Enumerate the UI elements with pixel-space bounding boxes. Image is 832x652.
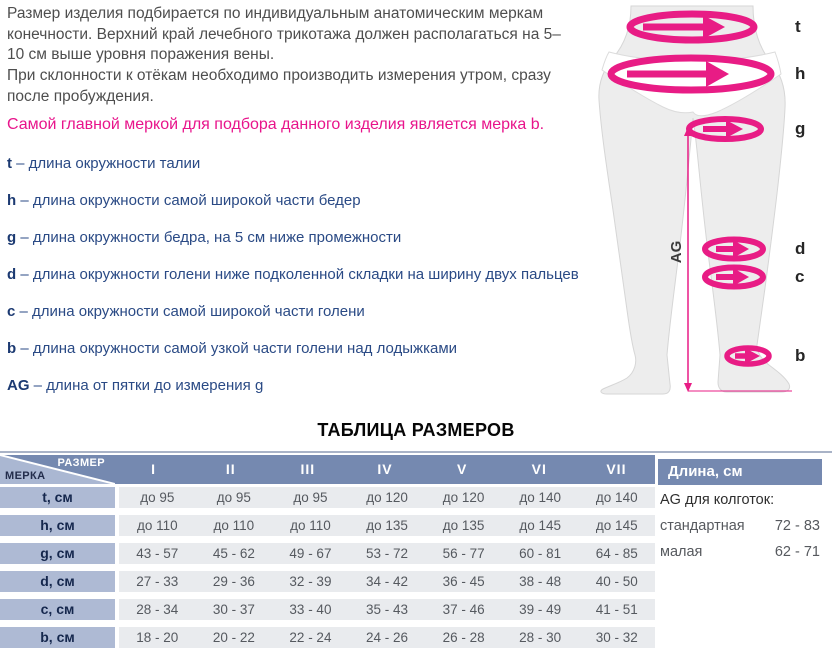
figure-label-h: h bbox=[795, 64, 806, 83]
table-cell: 40 - 50 bbox=[595, 574, 638, 589]
column-header: VI bbox=[531, 461, 547, 477]
table-cell: 18 - 20 bbox=[136, 630, 179, 645]
table-cell: 35 - 43 bbox=[366, 602, 409, 617]
table-cell: 56 - 77 bbox=[442, 546, 485, 561]
table-cell: 64 - 85 bbox=[595, 546, 638, 561]
row-values bbox=[119, 571, 655, 592]
length-row-label: малая bbox=[660, 544, 703, 560]
measurement-key: t bbox=[7, 155, 12, 172]
length-row-value: 62 - 71 bbox=[774, 544, 820, 560]
size-table-title: ТАБЛИЦА РАЗМЕРОВ bbox=[317, 420, 515, 440]
table-cell: до 120 bbox=[366, 490, 408, 505]
table-cell: до 95 bbox=[293, 490, 328, 505]
column-header: III bbox=[300, 461, 316, 477]
intro-paragraph-2: При склонности к отёкам необходимо производить измерения утром, сразу после пробуждения. bbox=[7, 67, 551, 105]
table-cell: 43 - 57 bbox=[136, 546, 179, 561]
table-row-d bbox=[0, 571, 655, 592]
measurement-key: d bbox=[7, 266, 17, 283]
table-cell: до 120 bbox=[442, 490, 485, 505]
measurement-key: b bbox=[7, 340, 17, 357]
table-row-g bbox=[0, 543, 655, 564]
column-header: IV bbox=[377, 461, 393, 477]
length-panel-subtitle: AG для колготок: bbox=[660, 492, 775, 508]
measurement-item-t bbox=[7, 155, 200, 172]
length-row-small bbox=[658, 544, 822, 560]
column-header: V bbox=[456, 461, 468, 477]
intro-highlight: Самой главной меркой для подбора данного изделия является мерка b. bbox=[7, 116, 545, 133]
row-values bbox=[119, 627, 655, 648]
size-table-corner-cell bbox=[0, 455, 115, 484]
figure-label-t: t bbox=[795, 17, 801, 36]
figure-label-c: c bbox=[795, 267, 805, 286]
measurement-desc: – длина от пятки до измерения g bbox=[33, 377, 264, 394]
legs-measurement-diagram bbox=[585, 0, 832, 408]
table-row-b bbox=[0, 627, 655, 648]
table-cell: 27 - 33 bbox=[136, 574, 179, 589]
measurement-desc: – длина окружности талии bbox=[16, 155, 201, 172]
table-cell: 32 - 39 bbox=[289, 574, 332, 589]
table-row-c bbox=[0, 599, 655, 620]
table-cell: 20 - 22 bbox=[212, 630, 255, 645]
table-cell: до 95 bbox=[216, 490, 251, 505]
table-cell: 30 - 32 bbox=[595, 630, 638, 645]
table-cell: 34 - 42 bbox=[366, 574, 409, 589]
measurement-desc: – длина окружности бедра, на 5 см ниже промежности bbox=[20, 229, 402, 246]
table-cell: до 135 bbox=[442, 518, 485, 533]
length-row-label: стандартная bbox=[660, 518, 745, 534]
column-header: II bbox=[225, 461, 236, 477]
figure-label-d: d bbox=[795, 239, 806, 258]
row-label: h, см bbox=[0, 515, 115, 536]
table-cell: 36 - 45 bbox=[442, 574, 485, 589]
measurement-desc: – длина окружности самой широкой части бедер bbox=[20, 192, 361, 209]
length-row-standard bbox=[658, 518, 822, 534]
measurement-key: c bbox=[7, 303, 16, 320]
row-label: c, см bbox=[0, 599, 115, 620]
row-values bbox=[119, 515, 655, 536]
measurement-item-b bbox=[7, 340, 457, 357]
table-cell: до 145 bbox=[519, 518, 562, 533]
row-label: b, см bbox=[0, 627, 115, 648]
corner-label-size: РАЗМЕР bbox=[57, 457, 105, 469]
table-row-h bbox=[0, 515, 655, 536]
size-table-header bbox=[0, 455, 655, 484]
table-row-t bbox=[0, 487, 655, 508]
measurement-item-d bbox=[7, 266, 579, 283]
figure-label-b: b bbox=[795, 346, 806, 365]
table-cell: 39 - 49 bbox=[519, 602, 562, 617]
measurement-key: h bbox=[7, 192, 17, 209]
row-values bbox=[119, 543, 655, 564]
table-cell: до 110 bbox=[213, 518, 255, 533]
table-cell: до 140 bbox=[595, 490, 638, 505]
length-panel bbox=[658, 459, 822, 560]
measurement-item-c bbox=[7, 303, 365, 320]
table-cell: 53 - 72 bbox=[366, 546, 409, 561]
table-cell: до 110 bbox=[136, 518, 178, 533]
table-cell: 30 - 37 bbox=[212, 602, 255, 617]
table-cell: до 135 bbox=[366, 518, 408, 533]
measurement-desc: – длина окружности самой узкой части голени над лодыжками bbox=[20, 340, 458, 357]
column-header: I bbox=[151, 461, 157, 477]
size-column-headers bbox=[115, 455, 655, 484]
table-cell: 49 - 67 bbox=[289, 546, 332, 561]
table-cell: 37 - 46 bbox=[442, 602, 485, 617]
measurement-desc: – длина окружности голени ниже подколенной складки на ширину двух пальцев bbox=[20, 266, 579, 283]
table-cell: до 140 bbox=[519, 490, 562, 505]
table-cell: 33 - 40 bbox=[289, 602, 332, 617]
ag-line-label: AG bbox=[668, 240, 685, 264]
intro-paragraph-1: Размер изделия подбирается по индивидуальным анатомическим меркам конечности. Верхний край лечебного трикотажа должен располагаться на 5–10 см выше уровня поражения вены. bbox=[7, 5, 561, 63]
table-cell: 60 - 81 bbox=[519, 546, 562, 561]
figure-label-g: g bbox=[795, 119, 806, 138]
row-values bbox=[119, 599, 655, 620]
table-cell: 28 - 30 bbox=[519, 630, 562, 645]
corner-label-measure: МЕРКА bbox=[5, 470, 46, 482]
measurement-key: AG bbox=[7, 377, 30, 394]
measurement-item-h bbox=[7, 192, 361, 209]
column-header: VII bbox=[606, 461, 627, 477]
table-cell: 26 - 28 bbox=[442, 630, 485, 645]
measurement-item-ag bbox=[7, 377, 263, 394]
row-label: g, см bbox=[0, 543, 115, 564]
table-cell: 28 - 34 bbox=[136, 602, 179, 617]
table-cell: 29 - 36 bbox=[212, 574, 255, 589]
measurement-item-g bbox=[7, 229, 401, 246]
table-cell: 45 - 62 bbox=[212, 546, 255, 561]
row-label: t, см bbox=[0, 487, 115, 508]
table-cell: до 145 bbox=[595, 518, 638, 533]
length-row-value: 72 - 83 bbox=[774, 518, 820, 534]
measurement-desc: – длина окружности самой широкой части голени bbox=[19, 303, 365, 320]
table-cell: до 95 bbox=[140, 490, 175, 505]
table-cell: до 110 bbox=[290, 518, 331, 533]
table-cell: 24 - 26 bbox=[366, 630, 409, 645]
row-values bbox=[119, 487, 655, 508]
table-cell: 22 - 24 bbox=[289, 630, 332, 645]
table-cell: 38 - 48 bbox=[519, 574, 562, 589]
divider-line bbox=[0, 451, 832, 453]
table-cell: 41 - 51 bbox=[595, 602, 638, 617]
length-panel-title: Длина, см bbox=[658, 459, 822, 485]
row-label: d, см bbox=[0, 571, 115, 592]
measurement-key: g bbox=[7, 229, 17, 246]
